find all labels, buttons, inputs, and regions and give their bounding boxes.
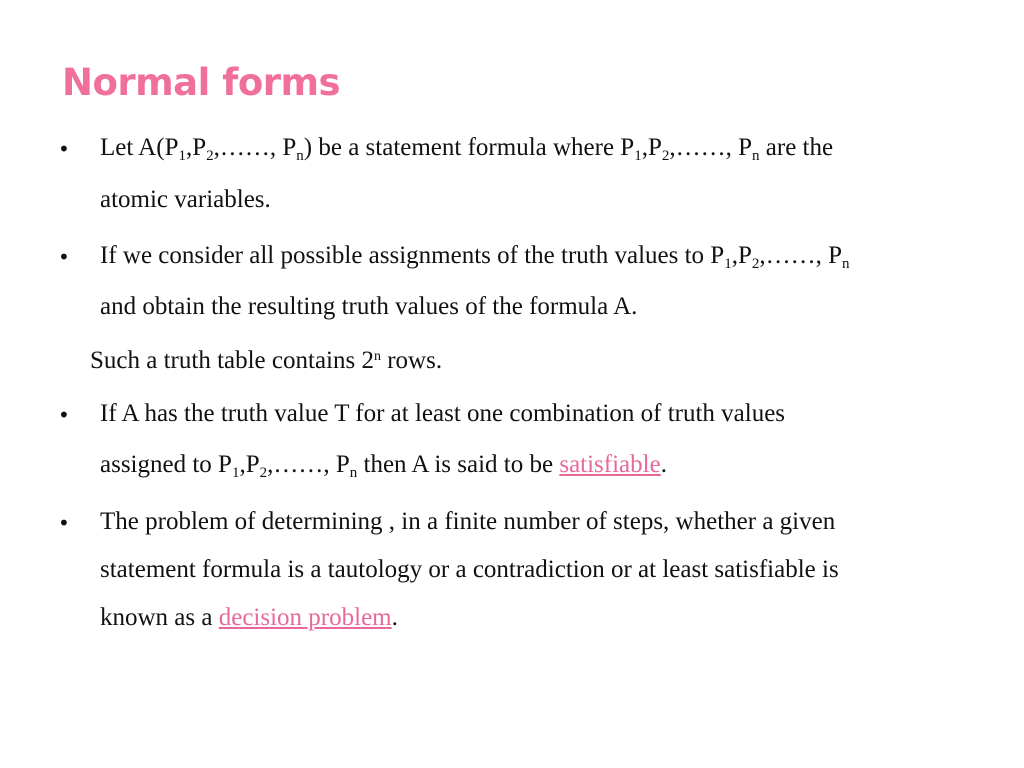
bullet2-line2: and obtain the resulting truth values of the formula A. <box>100 293 638 320</box>
page-title: Normal forms <box>62 61 341 104</box>
bullet-icon: • <box>58 403 70 427</box>
satisfiable-link[interactable]: satisfiable <box>559 451 661 478</box>
bullet-icon: • <box>58 137 70 161</box>
truth-table-note: Such a truth table contains 2$^n$ rows. <box>90 347 443 374</box>
bullet-icon: • <box>58 245 70 269</box>
bullet3-line1: If A has the truth value T for at least one combination of truth values <box>100 400 786 427</box>
bullet3-line2: assigned to $P_1,P_2,\dots\dots$, $P_n$ then A is said to be satisfiable. <box>100 451 667 481</box>
bullet2-line1: If we consider all possible assignments of the truth values to $P_1,P_2,\dots\dots$, $P_n$ <box>100 242 850 272</box>
bullet1-line2: atomic variables. <box>100 186 271 213</box>
bullet-icon: • <box>58 511 70 535</box>
bullet4-line1: The problem of determining , in a finite number of steps, whether a given <box>100 508 836 535</box>
decision-problem-link[interactable]: decision problem <box>218 604 392 631</box>
bullet1-line1: Let $A(P_1,P_2,\dots\dots$, $P_n$) be a statement formula where $P_1,P_2,\dots\dots$, $P_n$ are the <box>100 134 834 164</box>
bullet4-line2: statement formula is a tautology or a contradiction or at least satisfiable is <box>100 556 839 583</box>
bullet4-line3: known as a decision problem. <box>100 604 398 631</box>
